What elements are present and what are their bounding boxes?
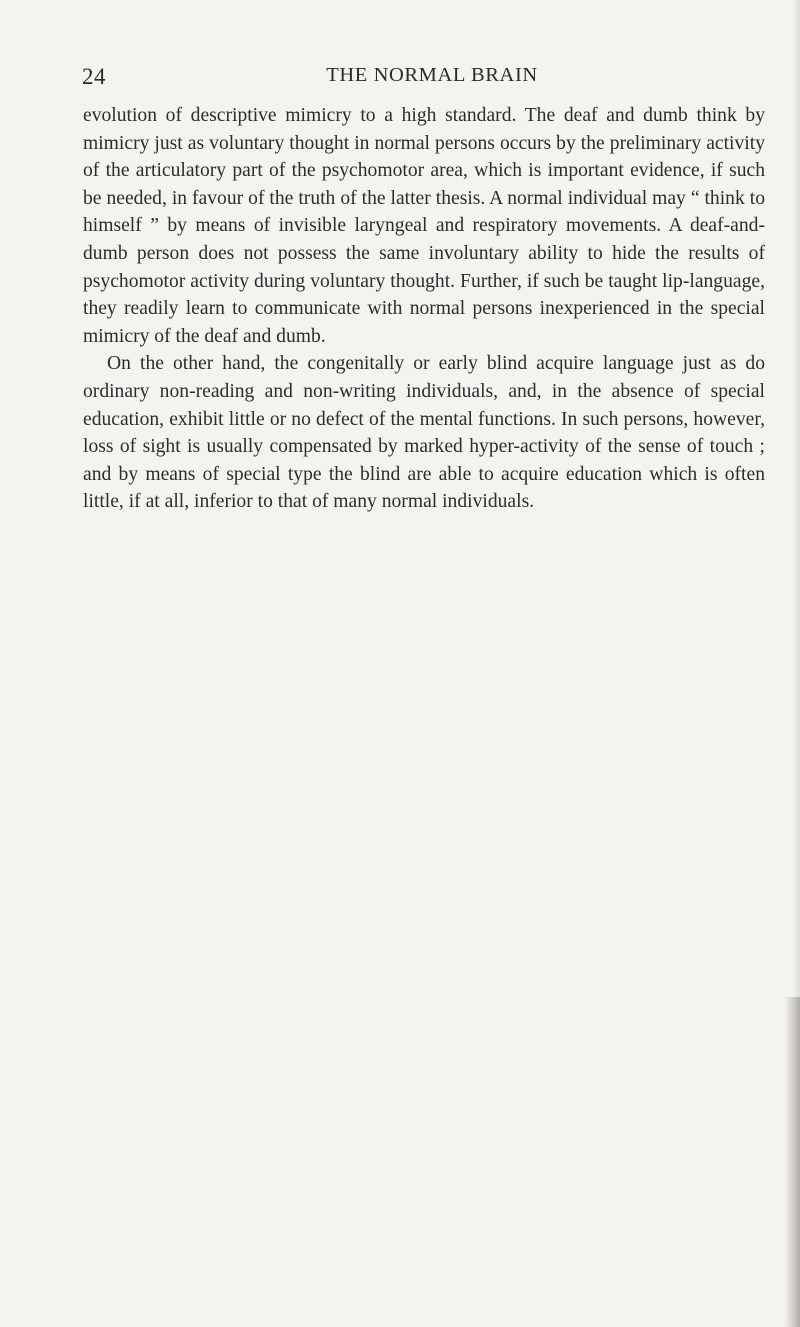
running-head	[82, 64, 764, 92]
body-text	[83, 102, 765, 516]
page-corner-shadow	[784, 997, 800, 1327]
paragraph-blind-language: On the other hand, the congenitally or early blind acquire language just as do ordinary non-reading and non-writing individuals, and, in the absence of special education, exhibit little or no defect of the mental functions. In such persons, however, loss of sight is usually compensated by marked hyper-activity of the sense of touch ; and by means of special type the blind are able to acquire education which is often little, if at all, inferior to that of many normal individuals.	[83, 353, 765, 513]
paragraph-continuation: evolution of descriptive mimicry to a high standard. The deaf and dumb think by mimicry just as voluntary thought in normal persons occurs by the preliminary activity of the articulatory part of the psychomotor area, which is important evidence, if such be needed, in favour of the truth of the latter thesis. A normal individual may “ think to himself ” by means of invisible laryngeal and respiratory movements. A deaf-and-dumb person does not possess the same involuntary ability to hide the results of psychomotor activity during voluntary thought. Further, if such be taught lip-language, they readily learn to communicate with normal persons inexperienced in the special mimicry of the deaf and dumb.	[83, 105, 765, 347]
page-number: 24	[82, 64, 106, 89]
running-title: THE NORMAL BRAIN	[326, 64, 538, 86]
